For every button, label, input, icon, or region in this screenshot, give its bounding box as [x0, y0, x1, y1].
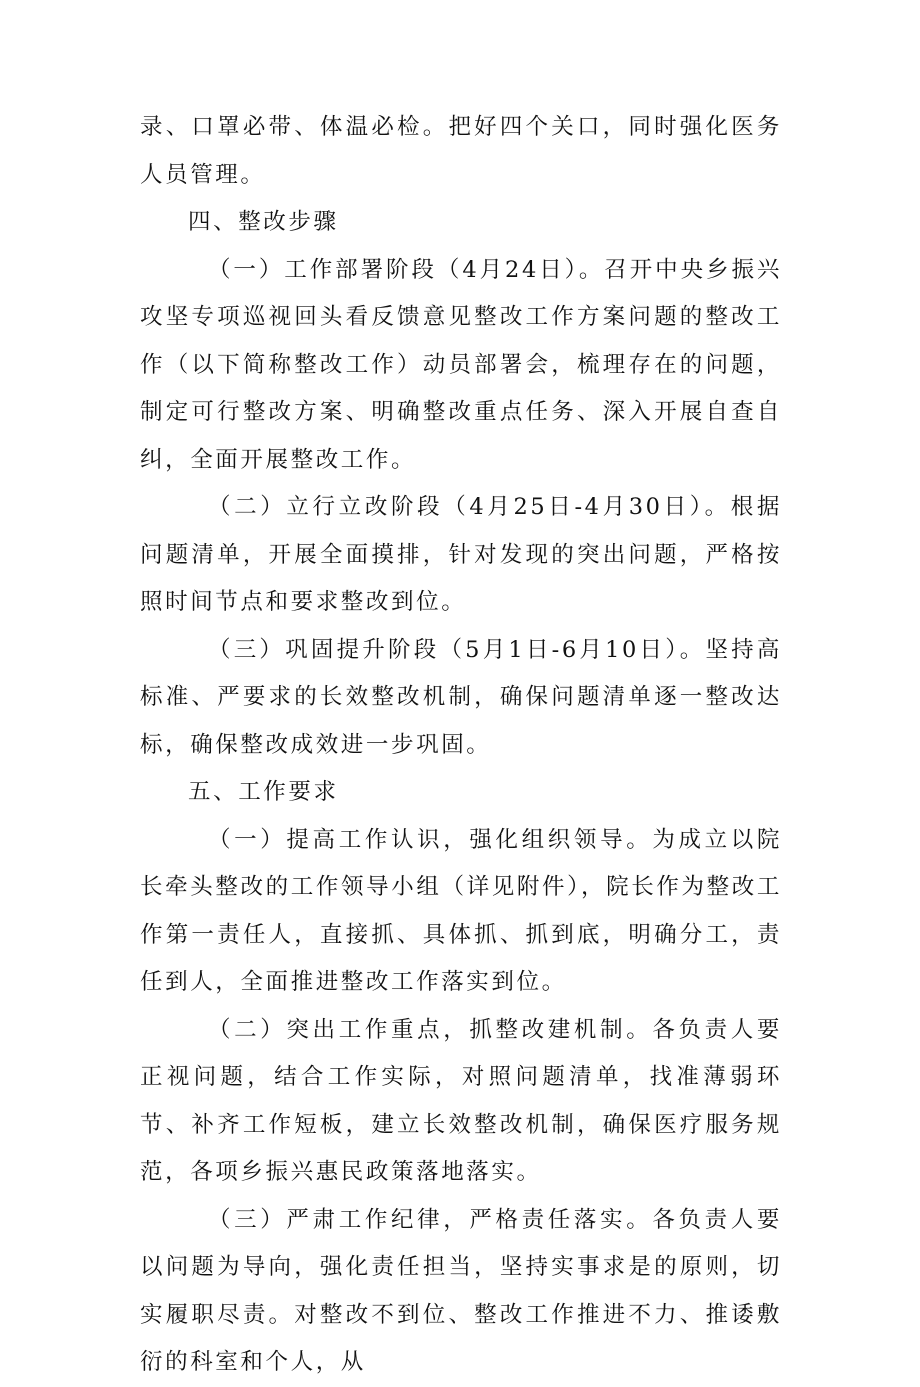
section-heading-steps: 四、整改步骤	[188, 209, 339, 235]
document-body	[140, 104, 782, 1387]
paragraph-requirement-leadership: （一）提高工作认识，强化组织领导。为成立以院长牵头整改的工作领导小组（详见附件），院长作为整改工作第一责任人，直接抓、具体抓、抓到底，明确分工，责任到人，全面推进整改工作落实到位。	[140, 826, 782, 995]
section-heading-requirements: 五、工作要求	[188, 779, 339, 805]
paragraph-requirement-discipline: （三）严肃工作纪律，严格责任落实。各负责人要以问题为导向，强化责任担当，坚持实事求是的原则，切实履职尽责。对整改不到位、整改工作推进不力、推诿敷衍的科室和个人，从	[140, 1206, 782, 1375]
paragraph-continuation: 录、口罩必带、体温必检。把好四个关口，同时强化医务人员管理。	[140, 114, 782, 188]
paragraph-requirement-focus: （二）突出工作重点，抓整改建机制。各负责人要正视问题，结合工作实际，对照问题清单，找准薄弱环节、补齐工作短板，建立长效整改机制，确保医疗服务规范，各项乡振兴惠民政策落地落实。	[140, 1016, 782, 1185]
paragraph-step-consolidation: （三）巩固提升阶段（5月1日-6月10日）。坚持高标准、严要求的长效整改机制，确保问题清单逐一整改达标，确保整改成效进一步巩固。	[140, 636, 782, 758]
paragraph-step-immediate-rectification: （二）立行立改阶段（4月25日-4月30日）。根据问题清单，开展全面摸排，针对发现的突出问题，严格按照时间节点和要求整改到位。	[140, 494, 782, 615]
paragraph-step-deployment: （一）工作部署阶段（4月24日）。召开中央乡振兴攻坚专项巡视回头看反馈意见整改工作方案问题的整改工作（以下简称整改工作）动员部署会，梳理存在的问题，制定可行整改方案、明确整改重点任务、深入开展自查自纠，全面开展整改工作。	[140, 256, 782, 473]
